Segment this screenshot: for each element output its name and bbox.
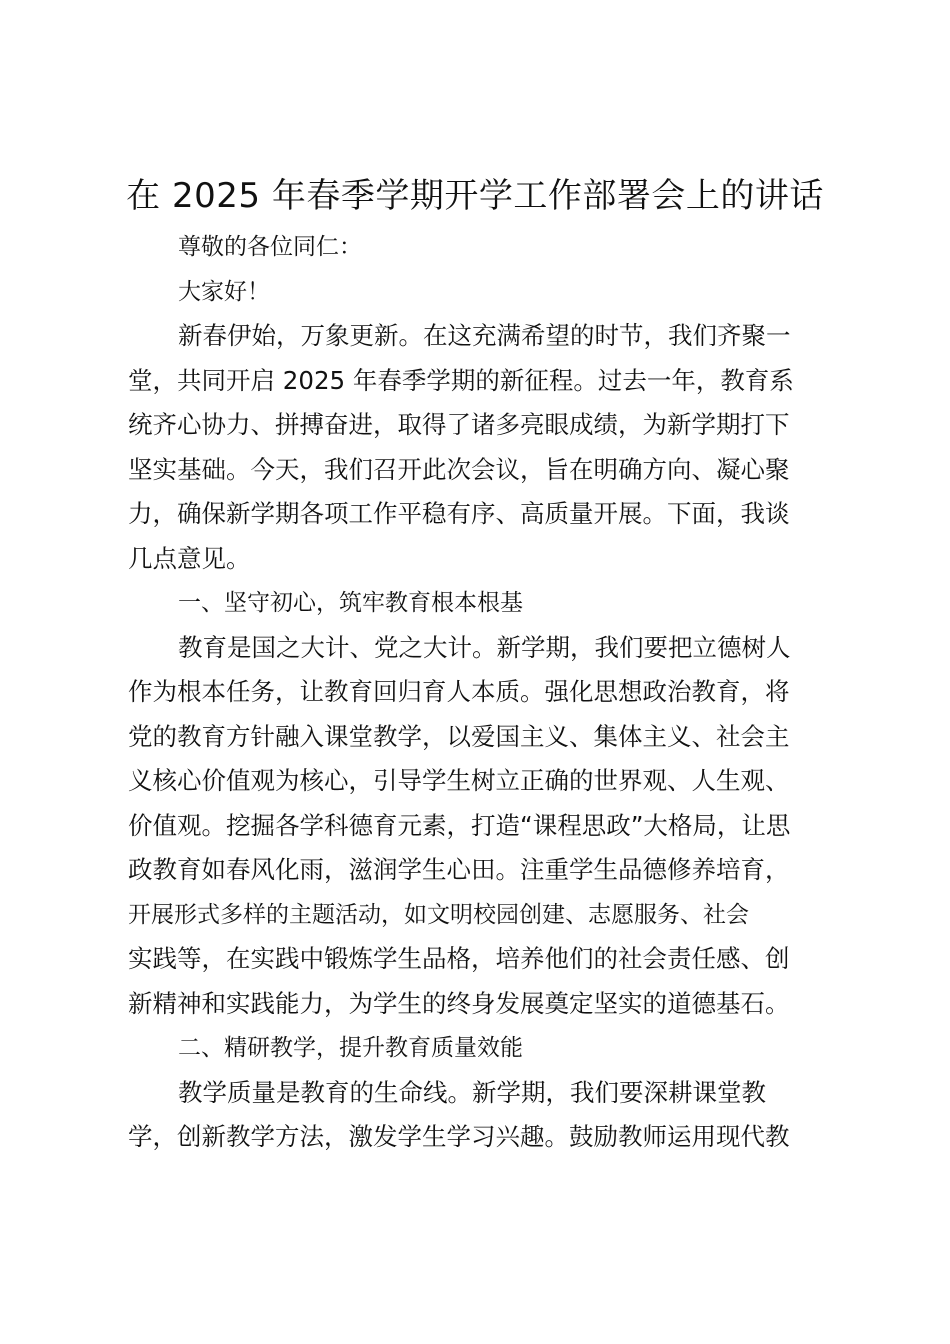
body-line: 力，确保新学期各项工作平稳有序、高质量开展。下面，我谈 <box>128 499 790 528</box>
section-line: 开展形式多样的主题活动，如文明校园创建、志愿服务、社会 <box>128 901 749 928</box>
body-line: 作为根本任务，让教育回归育人本质。强化思想政治教育，将 <box>128 677 790 706</box>
document-title: 在 2025 年春季学期开学工作部署会上的讲话 <box>126 176 824 216</box>
body-line: 坚实基础。今天，我们召开此次会议，旨在明确方向、凝心聚 <box>128 454 790 484</box>
body-line: 教学质量是教育的生命线。新学期，我们要深耕课堂教 <box>178 1077 766 1107</box>
body-line: 几点意见。 <box>128 543 251 573</box>
section-line: 二、精研教学，提升教育质量效能 <box>178 1035 523 1061</box>
body-line: 统齐心协力、拼搏奋进，取得了诸多亮眼成绩，为新学期打下 <box>128 410 790 439</box>
body-line: 政教育如春风化雨，滋润学生心田。注重学生品德修养培育， <box>128 855 790 884</box>
body-line: 新春伊始，万象更新。在这充满希望的时节，我们齐聚一 <box>178 321 791 350</box>
body-line: 价值观。挖掘各学科德育元素，打造“课程思政”大格局，让思 <box>128 810 791 840</box>
section-line: 尊敬的各位同仁： <box>178 234 362 260</box>
body-line: 实践等，在实践中锻炼学生品格，培养他们的社会责任感、创 <box>128 944 790 973</box>
body-line: 党的教育方针融入课堂教学，以爱国主义、集体主义、社会主 <box>128 721 790 751</box>
section-line: 大家好！ <box>178 278 270 305</box>
section-line: 一、坚守初心，筑牢教育根本根基 <box>178 590 523 616</box>
body-line: 堂，共同开启 2025 年春季学期的新征程。过去一年，教育系 <box>128 365 794 395</box>
body-line: 学，创新教学方法，激发学生学习兴趣。鼓励教师运用现代教 <box>128 1122 790 1151</box>
body-line: 义核心价值观为核心，引导学生树立正确的世界观、人生观、 <box>128 766 790 795</box>
body-line: 教育是国之大计、党之大计。新学期，我们要把立德树人 <box>178 632 791 662</box>
document-body <box>128 225 828 1160</box>
body-line: 新精神和实践能力，为学生的终身发展奠定坚实的道德基石。 <box>128 988 790 1018</box>
